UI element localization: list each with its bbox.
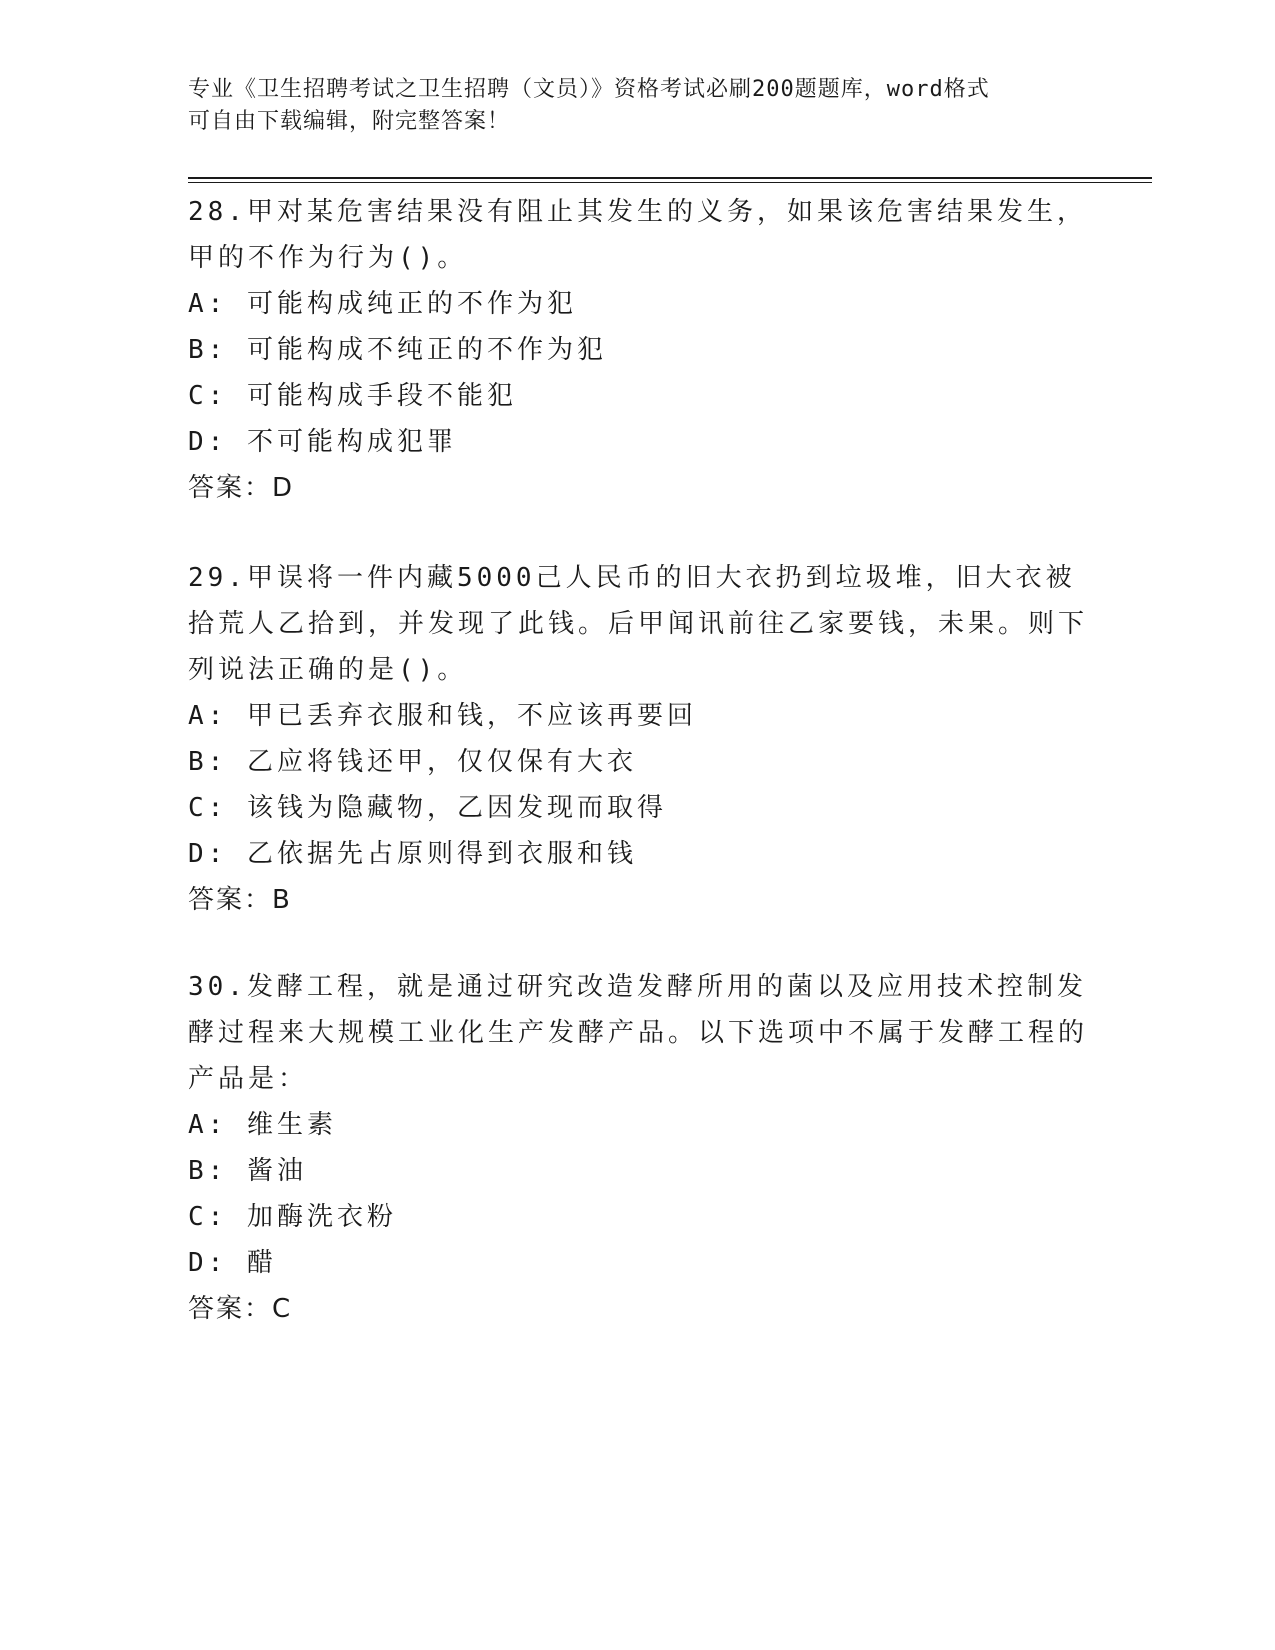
header-divider-thick bbox=[188, 177, 1152, 179]
question-29 bbox=[188, 555, 1088, 923]
answer-line: 答案：C bbox=[188, 1294, 293, 1324]
option-a: A: 维生素 bbox=[188, 1110, 337, 1140]
page-header: 专业《卫生招聘考试之卫生招聘（文员）》资格考试必刷200题题库，word格式 可自由下载编辑，附完整答案！ bbox=[188, 77, 990, 134]
option-b: B: 可能构成不纯正的不作为犯 bbox=[188, 335, 607, 365]
option-d: D: 不可能构成犯罪 bbox=[188, 427, 457, 457]
option-c: C: 加酶洗衣粉 bbox=[188, 1202, 397, 1232]
option-c: C: 该钱为隐藏物，乙因发现而取得 bbox=[188, 793, 667, 823]
answer-line: 答案：B bbox=[188, 885, 292, 915]
question-28 bbox=[188, 189, 1088, 511]
question-stem: 30.发酵工程，就是通过研究改造发酵所用的菌以及应用技术控制发酵过程来大规模工业化生产发酵产品。以下选项中不属于发酵工程的产品是： bbox=[188, 972, 1089, 1094]
option-d: D: 乙依据先占原则得到衣服和钱 bbox=[188, 839, 637, 869]
option-a: A: 可能构成纯正的不作为犯 bbox=[188, 289, 577, 319]
option-b: B: 乙应将钱还甲，仅仅保有大衣 bbox=[188, 747, 637, 777]
header-divider-thin bbox=[188, 182, 1152, 183]
question-30 bbox=[188, 964, 1088, 1332]
question-stem: 28.甲对某危害结果没有阻止其发生的义务，如果该危害结果发生，甲的不作为行为()。 bbox=[188, 197, 1087, 273]
option-b: B: 酱油 bbox=[188, 1156, 307, 1186]
question-stem: 29.甲误将一件内藏5000己人民币的旧大衣扔到垃圾堆，旧大衣被拾荒人乙拾到，并发现了此钱。后甲闻讯前往乙家要钱，未果。则下列说法正确的是()。 bbox=[188, 563, 1089, 685]
option-c: C: 可能构成手段不能犯 bbox=[188, 381, 517, 411]
option-a: A: 甲已丢弃衣服和钱，不应该再要回 bbox=[188, 701, 697, 731]
answer-line: 答案：D bbox=[188, 473, 295, 503]
option-d: D: 醋 bbox=[188, 1248, 277, 1278]
